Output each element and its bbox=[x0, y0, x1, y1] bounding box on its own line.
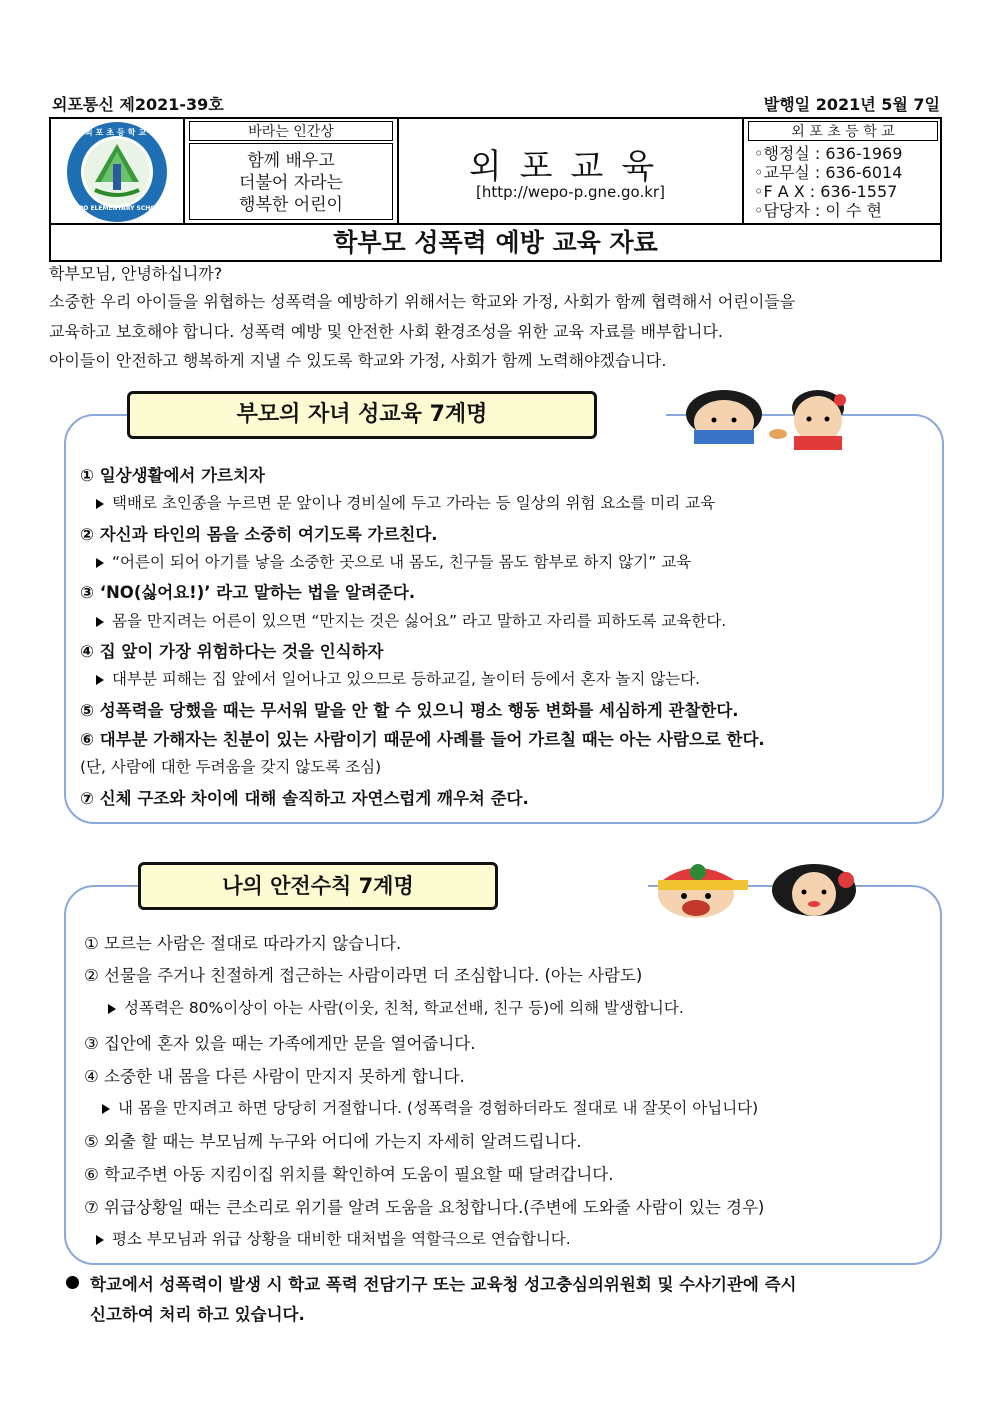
header-table bbox=[49, 117, 942, 225]
document-title: 학부모 성폭력 예방 교육 자료 bbox=[49, 225, 942, 262]
rule-detail: 내 몸을 만지려고 하면 당당히 거절합니다. (성폭력을 경험하더라도 절대로 내 잘못이 아닙니다) bbox=[102, 1096, 758, 1118]
footer-note: 신고하여 처리 하고 있습니다. bbox=[90, 1305, 305, 1324]
contact-fax: ◦F A X : 636-1557 bbox=[754, 182, 898, 201]
contact-box bbox=[744, 144, 942, 220]
guide-item: ⑥ 대부분 가해자는 친분이 있는 사람이기 때문에 사례를 들어 가르칠 때는 아는 사람으로 한다. bbox=[80, 730, 765, 749]
contact-person: ◦담당자 : 이 수 현 bbox=[754, 201, 882, 220]
logo-text-bottom: OEPO ELEMENTARY SCHOOL bbox=[69, 205, 165, 212]
logo-cell bbox=[51, 119, 185, 223]
triangle-bullet-icon bbox=[96, 1235, 104, 1245]
bullet-dot-icon bbox=[66, 1276, 79, 1289]
guide-detail: “어른이 되어 아기를 낳을 소중한 곳으로 내 몸도, 친구들 몸도 함부로 하지 않기” 교육 bbox=[96, 550, 691, 572]
rule-item: ① 모르는 사람은 절대로 따라가지 않습니다. bbox=[84, 934, 402, 953]
contact-faculty: ◦교무실 : 636-6014 bbox=[754, 163, 903, 182]
rule-detail: 성폭력은 80%이상이 아는 사람(이웃, 친척, 학교선배, 친구 등)에 의해 발생합니다. bbox=[108, 996, 684, 1018]
guide-note: (단, 사람에 대한 두려움을 갖지 않도록 조심) bbox=[80, 758, 382, 776]
guide-detail: 대부분 피해는 집 앞에서 일어나고 있으므로 등하교길, 놀이터 등에서 혼자 놀지 않는다. bbox=[96, 667, 700, 689]
rule-item: ⑦ 위급상황일 때는 큰소리로 위기를 알려 도움을 요청합니다.(주변에 도와줄 사람이 있는 경우) bbox=[84, 1198, 765, 1217]
guide-item: ⑦ 신체 구조와 차이에 대해 솔직하고 자연스럽게 깨우쳐 준다. bbox=[80, 789, 529, 808]
triangle-bullet-icon bbox=[96, 499, 104, 509]
rule-detail: 평소 부모님과 위급 상황을 대비한 대처법을 역할극으로 연습합니다. bbox=[96, 1227, 571, 1249]
motto-cell bbox=[185, 119, 399, 223]
intro-greeting: 학부모님, 안녕하십니까? bbox=[49, 264, 223, 283]
school-label: 외 포 초 등 학 교 bbox=[748, 121, 938, 141]
title-cell bbox=[399, 119, 744, 223]
triangle-bullet-icon bbox=[96, 675, 104, 685]
intro-line: 소중한 우리 아이들을 위협하는 성폭력을 예방하기 위해서는 학교와 가정, 사회가 함께 협력해서 어린이들을 bbox=[49, 292, 796, 311]
triangle-bullet-icon bbox=[102, 1104, 110, 1114]
intro-line: 아이들이 안전하고 행복하게 지낼 수 있도록 학교와 가정, 사회가 함께 노력해야겠습니다. bbox=[49, 351, 667, 370]
logo-text-top: 외포초등학교 bbox=[84, 128, 150, 137]
footer-note: 학교에서 성폭력이 발생 시 학교 폭력 전담기구 또는 교육청 성고충심의위원회 및 수사기관에 즉시 bbox=[90, 1275, 797, 1294]
children-illustration-2 bbox=[648, 858, 870, 920]
publish-date: 발행일 2021년 5월 7일 bbox=[763, 95, 940, 114]
guide-item: ⑤ 성폭력을 당했을 때는 무서워 말을 안 할 수 있으니 평소 행동 변화를 세심하게 관찰한다. bbox=[80, 701, 739, 720]
triangle-bullet-icon bbox=[96, 558, 104, 568]
intro-line: 교육하고 보호해야 합니다. 성폭력 예방 및 안전한 사회 환경조성을 위한 교육 자료를 배부합니다. bbox=[49, 322, 723, 341]
guide-item: ① 일상생활에서 가르치자 bbox=[80, 466, 265, 485]
guide-item: ② 자신과 타인의 몸을 소중히 여기도록 가르친다. bbox=[80, 525, 438, 544]
issue-number: 외포통신 제2021-39호 bbox=[52, 95, 224, 114]
triangle-bullet-icon bbox=[96, 617, 104, 627]
guide-item: ③ ‘NO(싫어요!)’ 라고 말하는 법을 알려준다. bbox=[80, 583, 416, 602]
motto-line: 함께 배우고 bbox=[247, 151, 335, 171]
contact-admin: ◦행정실 : 636-1969 bbox=[754, 144, 903, 163]
safety-rules-title: 나의 안전수칙 7계명 bbox=[138, 862, 498, 910]
rule-item: ⑤ 외출 할 때는 부모님께 누구와 어디에 가는지 자세히 알려드립니다. bbox=[84, 1132, 582, 1151]
rule-item: ④ 소중한 내 몸을 다른 사람이 만지지 못하게 합니다. bbox=[84, 1067, 465, 1086]
motto-line: 더불어 자라는 bbox=[239, 173, 343, 193]
info-cell bbox=[744, 119, 942, 223]
parent-guide-title: 부모의 자녀 성교육 7계명 bbox=[127, 391, 597, 439]
newsletter-title: 외포교육 bbox=[468, 147, 673, 187]
motto-label: 바라는 인간상 bbox=[189, 121, 393, 141]
school-url[interactable]: [http://wepo-p.gne.go.kr] bbox=[476, 183, 665, 201]
rule-item: ③ 집안에 혼자 있을 때는 가족에게만 문을 열어줍니다. bbox=[84, 1034, 476, 1053]
rule-item: ⑥ 학교주변 아동 지킴이집 위치를 확인하여 도움이 필요할 때 달려갑니다. bbox=[84, 1165, 614, 1184]
rule-item: ② 선물을 주거나 친절하게 접근하는 사람이라면 더 조심합니다. (아는 사람도) bbox=[84, 966, 643, 985]
children-illustration-1 bbox=[676, 386, 866, 452]
guide-detail: 몸을 만지려는 어른이 있으면 “만지는 것은 싫어요” 라고 말하고 자리를 피하도록 교육한다. bbox=[96, 609, 726, 631]
guide-detail: 택배로 초인종을 누르면 문 앞이나 경비실에 두고 가라는 등 일상의 위험 요소를 미리 교육 bbox=[96, 491, 715, 513]
triangle-bullet-icon bbox=[108, 1004, 116, 1014]
guide-item: ④ 집 앞이 가장 위험하다는 것을 인식하자 bbox=[80, 642, 384, 661]
motto-box bbox=[189, 143, 393, 220]
motto-line: 행복한 어린이 bbox=[239, 195, 343, 215]
